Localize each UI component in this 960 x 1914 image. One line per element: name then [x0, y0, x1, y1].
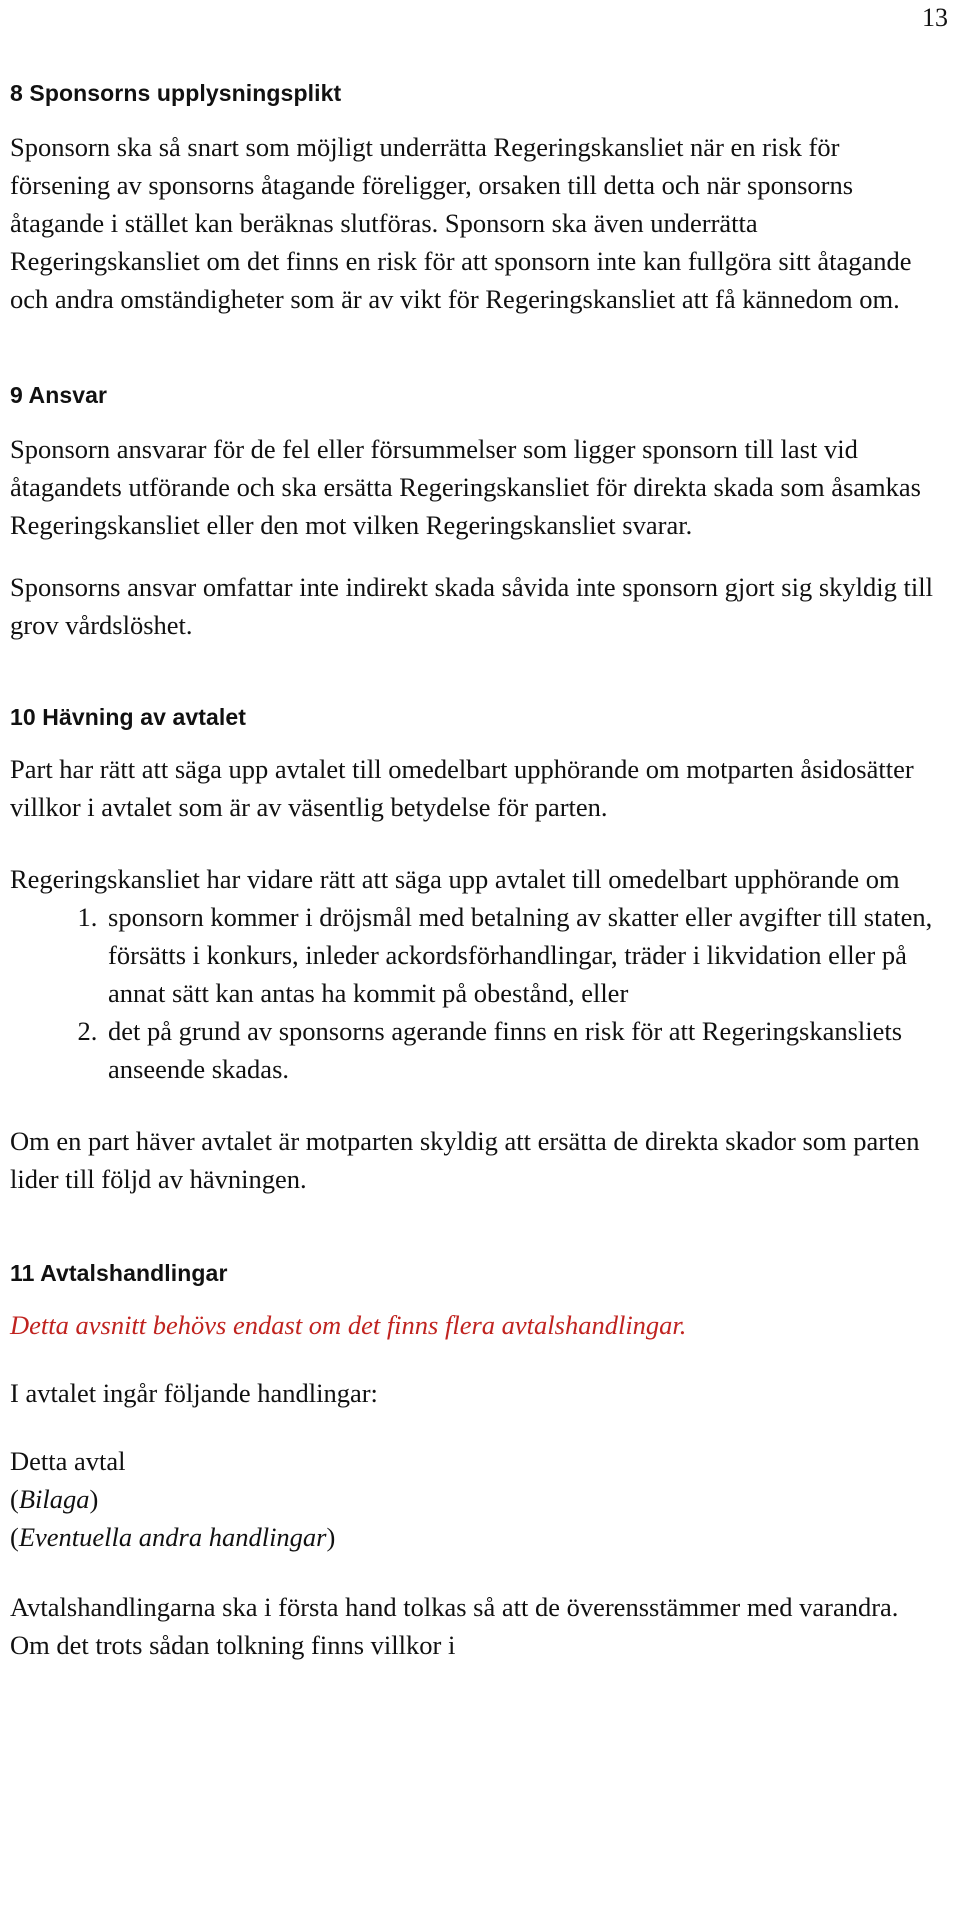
paragraph: Avtalshandlingarna ska i första hand tolkas så att de överensstämmer med varandra. Om det trots sådan tolkning finns villkor i	[10, 1592, 899, 1660]
document-list-item: (Eventuella andra handlingar)	[10, 1522, 336, 1552]
section-termination	[10, 702, 935, 1198]
attachment-placeholder: Bilaga	[18, 1484, 90, 1514]
other-documents-placeholder: Eventuella andra handlingar	[18, 1522, 327, 1552]
section-heading: 11 Avtalshandlingar	[10, 1260, 228, 1286]
section-heading: 8 Sponsorns upplysningsplikt	[10, 80, 342, 106]
section-contract-documents	[10, 1258, 935, 1664]
paragraph: Sponsorns ansvar omfattar inte indirekt skada såvida inte sponsorn gjort sig skyldig till grov vårdslöshet.	[10, 572, 933, 640]
paragraph: Om en part häver avtalet är motparten skyldig att ersätta de direkta skador som parten lider till följd av hävningen.	[10, 1126, 920, 1194]
section-sponsor-disclosure	[10, 78, 935, 318]
editor-note: Detta avsnitt behövs endast om det finns flera avtalshandlingar.	[10, 1310, 687, 1340]
paragraph: Sponsorn ska så snart som möjligt underrätta Regeringskansliet när en risk för försening av sponsorns åtagande föreligger, orsaken till detta och när sponsorns åtagande i stället kan beräknas slutföras. Sponsorn ska även underrätta Regeringskansliet om det finns en risk för att sponsorn inte kan fullgöra sitt åtagande och andra omständigheter som är av vikt för Regeringskansliet att få kännedom om.	[10, 132, 912, 314]
section-heading: 10 Hävning av avtalet	[10, 704, 247, 730]
document-content	[10, 78, 935, 1688]
paragraph: Sponsorn ansvarar för de fel eller försummelser som ligger sponsorn till last vid åtagandets utförande och ska ersätta Regeringskansliet för direkta skada som åsamkas Regeringskansliet eller den mot vilken Regeringskansliet svarar.	[10, 434, 921, 540]
document-list	[10, 1442, 935, 1556]
paragraph: Part har rätt att säga upp avtalet till omedelbart upphörande om motparten åsidosätter villkor i avtalet som är av väsentlig betydelse för parten.	[10, 754, 914, 822]
section-liability	[10, 380, 935, 644]
paragraph: Regeringskansliet har vidare rätt att säga upp avtalet till omedelbart upphörande om	[10, 864, 900, 894]
document-list-item: Detta avtal	[10, 1446, 126, 1476]
list-item: 2. det på grund av sponsorns agerande finns en risk för att Regeringskansliets anseende skadas.	[104, 1012, 935, 1088]
paragraph: I avtalet ingår följande handlingar:	[10, 1378, 378, 1408]
page-number: 13	[922, 3, 948, 32]
section-heading: 9 Ansvar	[10, 382, 108, 408]
termination-conditions-list	[10, 898, 935, 1088]
document-list-item: (Bilaga)	[10, 1484, 99, 1514]
list-item: 1. sponsorn kommer i dröjsmål med betalning av skatter eller avgifter till staten, försätts i konkurs, inleder ackordsförhandlingar, träder i likvidation eller på annat sätt kan antas ha kommit på obestånd, eller	[104, 898, 935, 1012]
